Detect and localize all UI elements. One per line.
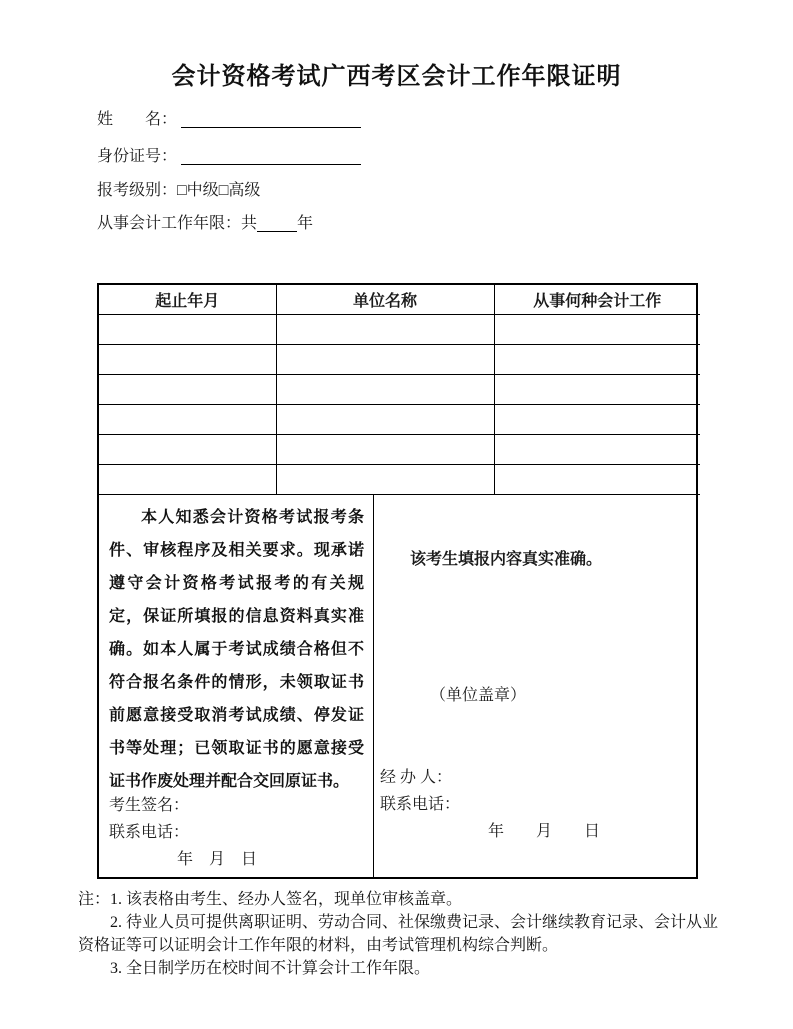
applicant-date-line: 年 月 日 — [177, 851, 258, 868]
work-years-blank-line[interactable] — [257, 215, 297, 232]
checkbox-intermediate[interactable]: □中级 — [177, 182, 219, 199]
table-cell-blank[interactable] — [99, 405, 276, 435]
table-cell-blank[interactable] — [276, 405, 494, 435]
table-cell-blank[interactable] — [99, 435, 276, 465]
footnotes — [78, 888, 718, 980]
table-row — [99, 375, 700, 405]
table-cell-blank[interactable] — [276, 435, 494, 465]
id-number-label: 身份证号： — [97, 148, 178, 165]
table-cell-blank[interactable] — [494, 375, 700, 405]
table-row — [99, 345, 700, 375]
work-history-table-header — [99, 285, 700, 315]
employer-seal-label: （单位盖章） — [430, 687, 527, 704]
employer-confirmation-cell — [374, 495, 696, 877]
table-cell-blank[interactable] — [99, 375, 276, 405]
table-cell-blank[interactable] — [494, 315, 700, 345]
applicant-declaration-text: 本人知悉会计资格考试报考条件、审核程序及相关要求。现承诺遵守会计资格考试报考的有关规定，保证所填报的信息资料真实准确。如本人属于考试成绩合格但不符合报名条件的情形，未领取证书前愿意接受取消考试成绩、停发证书等处理；已领取证书的愿意接受证书作废处理并配合交回原证书。 — [109, 509, 364, 790]
page-title: 会计资格考试广西考区会计工作年限证明 — [171, 63, 622, 90]
table-cell-blank[interactable] — [276, 375, 494, 405]
table-cell-blank[interactable] — [99, 465, 276, 495]
work-history-table — [99, 285, 700, 495]
table-cell-blank[interactable] — [494, 435, 700, 465]
agent-phone-label: 联系电话： — [380, 796, 461, 813]
id-number-field-row — [97, 147, 361, 167]
table-cell-blank[interactable] — [276, 465, 494, 495]
work-years-label: 从事会计工作年限：共 — [97, 215, 258, 232]
table-row — [99, 315, 700, 345]
column-header: 起止年月 — [99, 285, 276, 315]
footnote-2: 2. 待业人员可提供离职证明、劳动合同、社保缴费记录、会计继续教育记录、会计从业资格证等可以证明会计工作年限的材料，由考试管理机构综合判断。 — [78, 914, 719, 954]
checkbox-senior[interactable]: □高级 — [218, 182, 261, 199]
declaration-section — [99, 495, 696, 877]
certificate-form-box — [97, 283, 698, 879]
exam-level-field-row — [97, 181, 260, 201]
footnote-prefix: 注： — [78, 891, 111, 908]
table-cell-blank[interactable] — [494, 345, 700, 375]
employer-date-line: 年 月 日 — [488, 823, 601, 840]
table-row — [99, 405, 700, 435]
applicant-phone-label: 联系电话： — [109, 824, 190, 841]
table-cell-blank[interactable] — [276, 345, 494, 375]
table-cell-blank[interactable] — [99, 345, 276, 375]
table-cell-blank[interactable] — [494, 405, 700, 435]
footnote-1-text: 1. 该表格由考生、经办人签名，现单位审核盖章。 — [110, 891, 463, 908]
agent-name-label: 经 办 人： — [380, 769, 453, 786]
name-field-row — [97, 110, 361, 130]
name-blank-line[interactable] — [181, 111, 361, 128]
work-years-field-row — [97, 214, 313, 234]
exam-level-label: 报考级别： — [97, 182, 178, 199]
name-label: 姓 名： — [97, 111, 178, 128]
table-cell-blank[interactable] — [494, 465, 700, 495]
applicant-signature-label: 考生签名： — [109, 797, 190, 814]
footnote-3: 3. 全日制学历在校时间不计算会计工作年限。 — [110, 960, 431, 977]
column-header: 从事何种会计工作 — [494, 285, 700, 315]
applicant-declaration-cell — [99, 495, 374, 877]
column-header: 单位名称 — [276, 285, 494, 315]
table-row — [99, 435, 700, 465]
work-years-suffix: 年 — [297, 215, 314, 232]
table-cell-blank[interactable] — [276, 315, 494, 345]
table-cell-blank[interactable] — [99, 315, 276, 345]
id-number-blank-line[interactable] — [181, 148, 361, 165]
table-row — [99, 465, 700, 495]
footnote-1 — [78, 888, 718, 911]
employer-statement-text: 该考生填报内容真实准确。 — [410, 551, 603, 568]
